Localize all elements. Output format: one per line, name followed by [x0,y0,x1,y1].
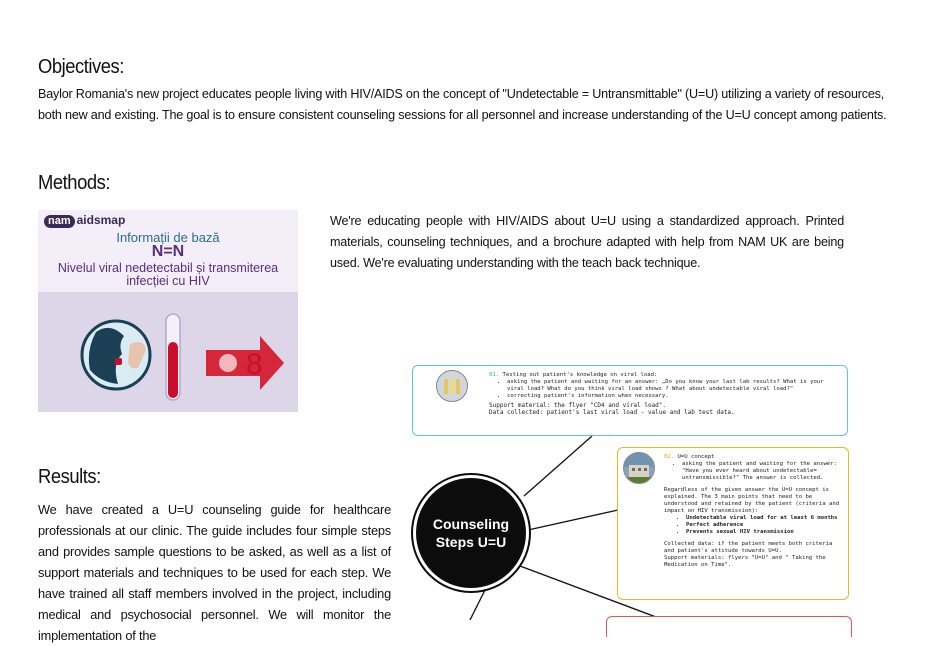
counseling-steps-circle [416,478,526,588]
objectives-heading: Objectives: [38,56,124,78]
test-tube-liquid [168,342,178,398]
connector-line [524,436,592,496]
connector-line [470,590,485,620]
step-2-photo [623,452,655,484]
step-1-bullet: • correcting patient's information when necessary. [507,393,839,400]
lab-tubes-icon [437,371,467,401]
objectives-text [38,84,898,126]
brochure-header [38,210,298,292]
connector-line [528,510,618,530]
methods-heading: Methods: [38,172,111,194]
brochure-subtitle: Nivelul viral nedetectabil și transmiterea infecției cu HIV [57,261,279,288]
brochure-image [38,210,298,412]
methods-text: We're educating people with HIV/AIDS about U=U using a standardized approach. Printed materials, counseling techniques, and a brochure adapted with help from NAM UK are being used. We're evaluating understanding with the teach back technique. [330,214,844,270]
step-1-bullet: • asking the patient and waiting for an answer: „Do you know your last lab results? What is your viral load? What do you think viral load shows ? What about undetectable viral load?" [507,379,839,393]
step-2-title: U=U concept [677,454,715,460]
step-2-number: 02. [664,454,675,460]
step-2-support: Support materials: flyers "U=U" and " Taking the Medication on Time". [664,555,826,568]
step-2-collected: Collected data: if the patient meets both criteria and patient's attitude towards U=U. [664,541,833,554]
objectives-line-2: both new and existing. The goal is to ensure consistent counseling sessions for all personnel and increase understanding of the U=U concept among patients. [38,108,887,122]
pill-icon [115,358,122,365]
building-icon [624,453,654,483]
brochure-illustration [38,292,298,412]
brochure-big-title: N=N [151,243,185,260]
logo-text: aidsmap [76,213,126,227]
step-2-point: • Perfect adherence [686,522,842,529]
objectives-line-1: Baylor Romania's new project educates people living with HIV/AIDS on the concept of "Undetectable = Untransmittable" (U=U) utilizing a variety of resources, [38,87,885,101]
step-1-support: Support material: the flyer "CD4 and viral load". [489,402,667,409]
circle-line-1: Counseling [432,516,510,532]
results-heading: Results: [38,466,101,488]
arrow-icon [206,336,284,390]
step-1-number: 01. [489,372,500,378]
brochure-digit: 8 [246,348,263,381]
virus-icon [219,354,237,372]
step-1-photo [436,370,468,402]
step-1-card [412,365,848,436]
circle-line-2: Steps U=U [435,534,507,550]
nam-aidsmap-logo [44,213,125,228]
logo-pill: nam [44,215,75,228]
step-2-point: • Undetectable viral load for at least 6 months [686,515,842,522]
step-3-card [606,616,852,637]
results-text: We have created a U=U counseling guide for healthcare professionals at our clinic. The guide includes four simple steps and provides sample questions to be asked, as well as a list of support materials and techniques to be used for each step. We have trained all staff members involved in the project, including medical and psychosocial personnel. We will monitor the implementation of the [38,502,391,643]
step-2-bullet: • asking the patient and waiting for the answer: "Have you ever heard about undetectable= untransmissible?" The answer is collected. [682,461,842,482]
step-1-data: Data collected: patient's last viral load - value and lab test data. [489,409,735,416]
step-2-paragraph: Regardless of the given answer the U=U concept is explained. The 3 main points that need to be understood and retained by the patient (criteria and impact on HIV transmission): [664,487,840,514]
step-1-title: Testing out patient's knowledge on viral load: [502,372,658,378]
brochure-title: Informații de bază [116,230,220,245]
step-2-point: • Prevents sexual HIV transmission [686,529,842,536]
